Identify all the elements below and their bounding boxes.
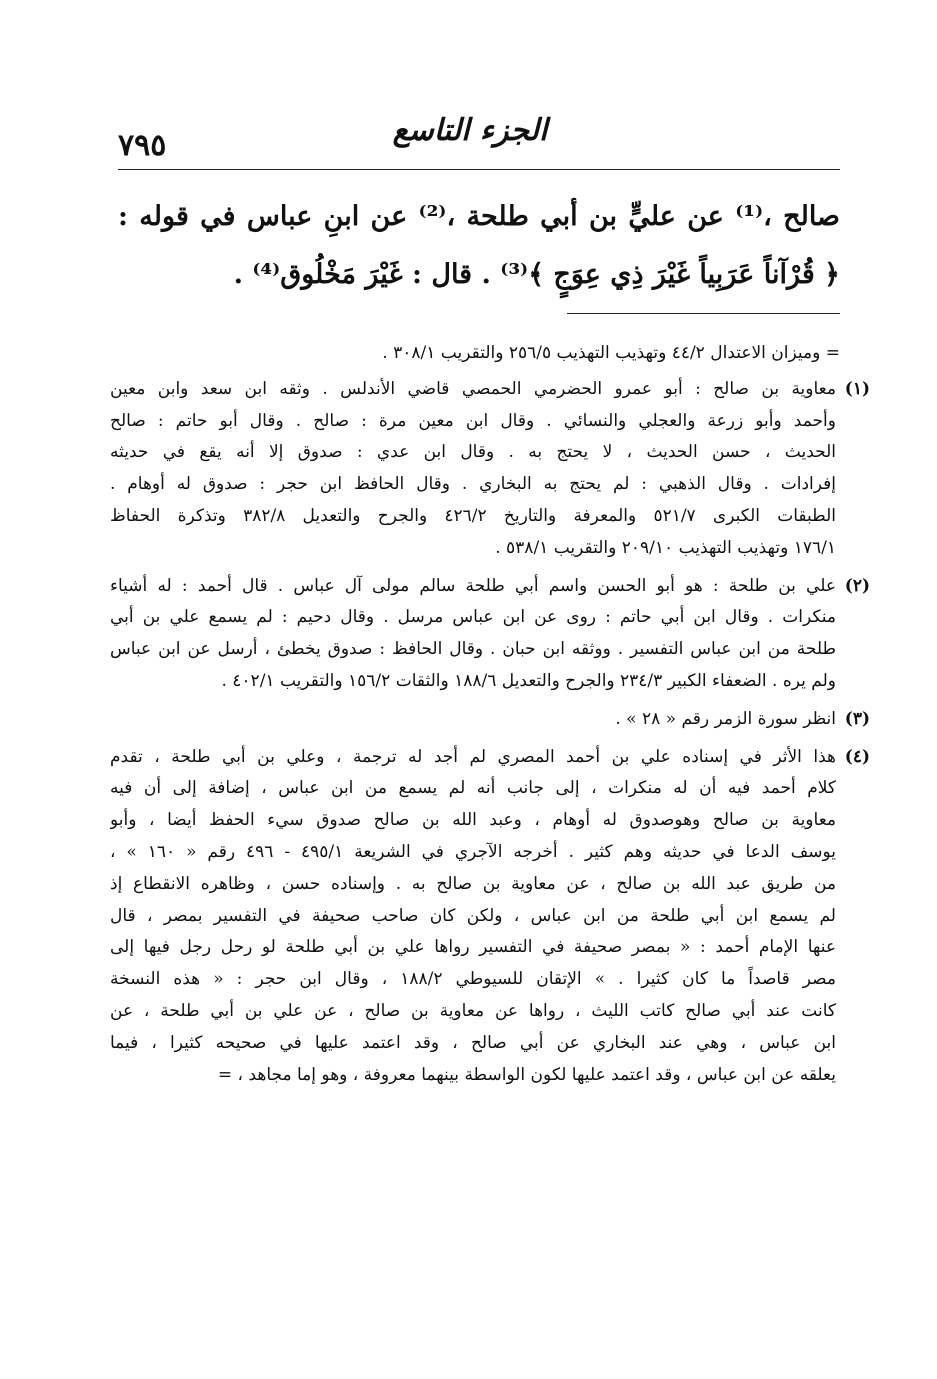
running-header: الجزء التاسع [392,113,548,148]
footnote-marker: (٣) [844,708,870,729]
footnote-line: يعلقه عن ابن عباس ، وقد اعتمد عليها لكون الواسطة بينهما معروفة ، وهو إما مجاهد ، = [217,1064,836,1085]
footnote-line: كانت عند أبي صالح كاتب الليث ، رواها عن معاوية بن صالح ، عن علي بن أبي طلحة ، عن [110,1000,836,1021]
footnote-line: مصر قاصداً ما كان كثيرا . » الإتقان للسيوطي ١٨٨/٢ ، وقال ابن حجر : « هذه النسخة [110,969,836,990]
footnote-line: من طريق عبد الله بن صالح ، عن معاوية بن صالح به . وإسناده حسن ، وظاهره الانقطاع إذ [110,873,836,894]
footnote-line: هذا الأثر في إسناده علي بن أحمد المصري لم أجد له ترجمة ، وعلي بن أبي طلحة ، تقدم [110,746,836,767]
footnote-4 [110,742,870,1092]
footnotes [110,338,870,1097]
footnote-line: وأحمد وأبو زرعة والعجلي والنسائي . وقال ابن معين مرة : صالح . وقال أبو حاتم : صالح [110,410,836,431]
header-divider [118,169,840,170]
footnote-continuation: = وميزان الاعتدال ٤٤/٢ وتهذيب التهذيب ٢٥٦/٥ والتقريب ٣٠٨/١ . [382,343,840,363]
footnote-marker: (٤) [844,746,870,767]
footnote-2 [110,571,870,698]
footnote-line: ولم يره . الضعفاء الكبير ٢٣٤/٣ والجرح والتعديل ١٨٨/٦ والثقات ١٥٦/٢ والتقريب ٤٠٢/١ . [221,670,836,691]
footnote-line: انظر سورة الزمر رقم « ٢٨ » . [615,708,836,729]
footnote-line: طلحة من ابن عباس التفسير . ووثقه ابن حبان . وقال الحافظ : صدوق يخطئ ، أرسل عن ابن عباس [110,639,836,660]
main-text [118,188,840,304]
footnote-divider [567,313,840,314]
footnote-line: منكرات . وقال ابن أبي حاتم : روى عن ابن عباس مرسل . وقال دحيم : لم يسمع علي بن أبي [110,607,836,628]
footnote-marker: (١) [844,378,870,399]
main-text-line: صالح ،⁽¹⁾ عن عليٍّ بن أبي طلحة ،⁽²⁾ عن ابنِ عباس في قوله : [118,201,840,232]
footnote-3 [110,704,870,736]
footnote-marker: (٢) [844,575,870,596]
footnote-line: إفرادات . وقال الذهبي : لم يحتج به البخاري . وقال الحافظ ابن حجر : صدوق له أوهام . [110,474,836,495]
page-number: ٧٩٥ [118,128,167,163]
footnote-line: ١٧٦/١ وتهذيب التهذيب ٢٠٩/١٠ والتقريب ٥٣٨/١ . [495,537,836,558]
footnote-line: الحديث ، حسن الحديث ، لا يحتج به . وقال ابن عدي : صدوق إلا أنه يقع في حديثه [110,442,836,463]
footnote-line: معاوية بن صالح : أبو عمرو الحضرمي الحمصي قاضي الأندلس . وثقه ابن سعد وابن معين [110,378,836,399]
footnote-line: عنها الإمام أحمد : « بمصر صحيفة في التفسير رواها علي بن أبي طلحة لو رحل رجل فيها إلى [110,937,836,958]
footnote-line: لم يسمع ابن أبي طلحة من ابن عباس ، ولكن كان صاحب صحيفة في التفسير بمصر ، قال [110,905,836,926]
footnote-line: الطبقات الكبرى ٥٢١/٧ والمعرفة والتاريخ ٤٢٦/٢ والجرح والتعديل ٣٨٢/٨ وتذكرة الحفاظ [110,505,836,526]
footnote-line: ابن عباس ، وهي عند البخاري عن أبي صالح ، وقد اعتمد عليها في صحيحه كثيرا ، فيما [110,1032,836,1053]
footnote-line: يوسف الدعا في حديثه وهم كثير . أخرجه الآجري في الشريعة ٤٩٥/١ - ٤٩٦ رقم « ١٦٠ » ، [110,841,836,862]
footnote-1 [110,374,870,565]
main-text-line: ﴿ قُرْآناً عَرَبِياً غَيْرَ ذِي عِوَجٍ ﴾⁽³⁾ . قال : غَيْرَ مَخْلُوق⁽⁴⁾ . [233,259,840,290]
footnote-line: علي بن طلحة : هو أبو الحسن واسم أبي طلحة سالم مولى آل عباس . قال أحمد : له أشياء [110,575,836,596]
footnote-line: كلام أحمد فيه أن له منكرات ، إلى جانب أنه لم يسمع من ابن عباس ، إضافة إلى أن فيه [110,778,836,799]
footnote-line: معاوية بن صالح وهوصدوق له أوهام ، وعبد الله بن صالح صدوق سيء الحفظ أيضا ، وأبو [110,810,836,831]
